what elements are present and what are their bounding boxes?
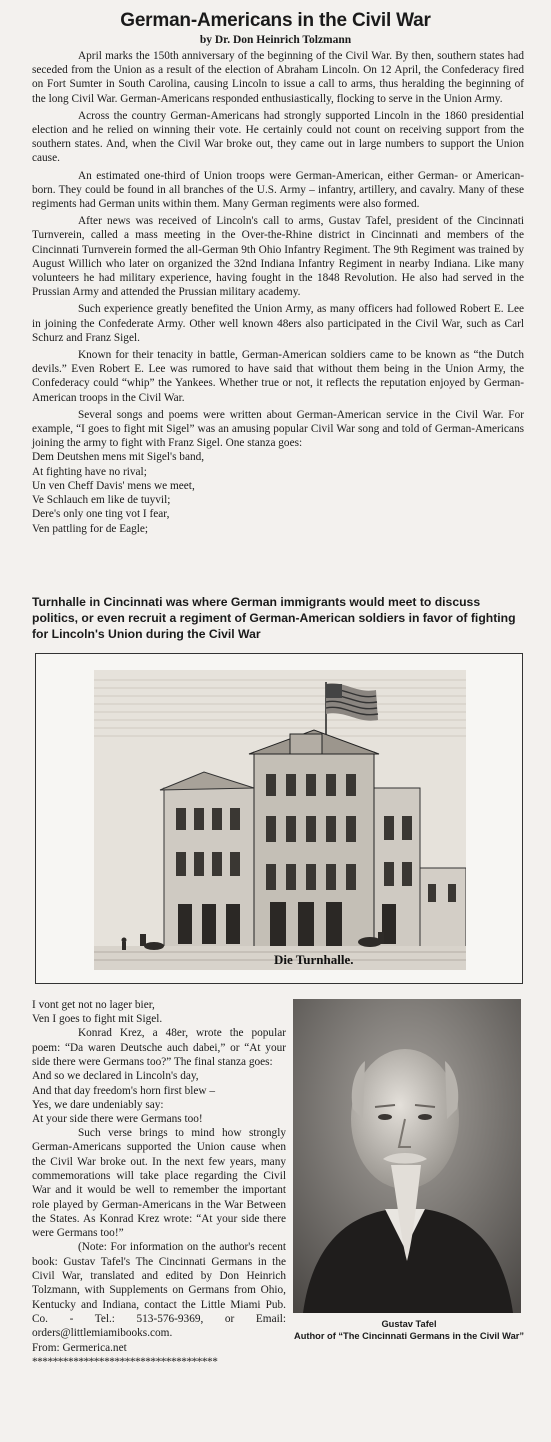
article-continuation xyxy=(32,998,286,1369)
article-body xyxy=(32,49,524,536)
author-note: (Note: For information on the author's recent book: Gustav Tafel's The Cincinnati Germans in the Civil War, translated and edited by Don Heinrich Tolzmann, with Supplements on Germans from Ohio, Kentucky and Indiana, contact the Little Miami Pub. Co. - Tel.: 513-576-9369, or Email: orders@littlemiamibooks.com. xyxy=(32,1241,286,1340)
portrait-name: Gustav Tafel xyxy=(381,1319,437,1329)
poem-line: Un ven Cheff Davis' mens we meet, xyxy=(32,479,195,492)
separator-stars: ************************************ xyxy=(32,1355,218,1368)
poem-line: And so we declared in Lincoln's day, xyxy=(32,1070,199,1083)
poem-line: At your side there were Germans too! xyxy=(32,1112,203,1125)
poem-stanza xyxy=(32,450,524,535)
poem-stanza-continued xyxy=(32,998,286,1026)
poem-line: Dere's only one ting vot I fear, xyxy=(32,508,170,521)
article-byline: by Dr. Don Heinrich Tolzmann xyxy=(199,34,352,46)
poem-line: Dem Deutshen mens mit Sigel's band, xyxy=(32,451,205,464)
poem-line: Yes, we dare undeniably say: xyxy=(32,1098,164,1111)
paragraph: Across the country German-Americans had strongly supported Lincoln in the 1860 presidential election and he relied on winning their vote. He certainly could not count on receiving support from the southern states. And, when the Civil War broke out, they came out in large numbers to support the Union cause. xyxy=(32,109,524,165)
turnhalle-figure xyxy=(35,653,523,984)
poem-line: Ven I goes to fight mit Sigel. xyxy=(32,1013,163,1026)
article-title: German-Americans in the Civil War xyxy=(120,10,431,31)
gustav-tafel-portrait-image xyxy=(293,999,521,1313)
portrait-caption xyxy=(285,1318,533,1342)
paragraph: Konrad Krez, a 48er, wrote the popular poem: “Da waren Deutsche auch dabei,” or “At your side there were Germans too?” The final stanza goes: xyxy=(32,1027,286,1068)
poem-line: I vont get not no lager bier, xyxy=(32,999,155,1011)
poem-line: Ve Schlauch em like de tuyvil; xyxy=(32,494,171,507)
poem-line: Ven pattling for de Eagle; xyxy=(32,522,149,535)
paragraph: Such experience greatly benefited the Union Army, as many officers had followed Robert E. Lee in joining the Confederate Army. Other well known 48ers also participated in the Civil War, such as Carl Schurz and Franz Sigel. xyxy=(32,303,524,344)
source-line: From: Germerica.net xyxy=(32,1341,127,1354)
poem-stanza xyxy=(32,1069,286,1126)
paragraph: Several songs and poems were written about German-American service in the Civil War. For example, “I goes to fight mit Sigel” was an amusing popular Civil War song and told of German-Americans joining the army to fight with Franz Sigel. One stanza goes: xyxy=(32,408,524,450)
engraving-label: Die Turnhalle. xyxy=(274,952,354,967)
figure-caption: Turnhalle in Cincinnati was where German immigrants would meet to discuss politics, or even recruit a regiment of German-American soldiers in favor of fighting for Lincoln's Union during the Civil War xyxy=(32,595,516,641)
paragraph: Such verse brings to mind how strongly German-Americans supported the Union cause when the Civil War broke out. In the next few years, many commemorations will take place regarding the Civil War and it would be well to remember the important role played by German-Americans in the War Between the States. As Konrad Krez wrote: “At your side there were Germans too!” xyxy=(32,1127,286,1240)
poem-line: At fighting have no rival; xyxy=(32,465,147,478)
portrait-subtitle: Author of “The Cincinnati Germans in the Civil War” xyxy=(293,1331,525,1341)
portrait-photo xyxy=(293,999,521,1313)
poem-line: And that day freedom's horn first blew – xyxy=(32,1084,216,1097)
paragraph: An estimated one-third of Union troops were German-American, either German- or American-born. They could be found in all branches of the U.S. Army – infantry, artillery, and cavalry. Many of these regiments had German units within them. Many German regiments were also formed. xyxy=(32,169,524,211)
paragraph: Known for their tenacity in battle, German-American soldiers came to be known as “the Dutch devils.” Even Robert E. Lee was rumored to have said that without them being in the Union Army, the Confederacy could “whip” the Yankees. Whether true or not, it reflects the reputation enjoyed by German-American troops in the Civil War. xyxy=(32,349,524,404)
turnhalle-engraving-image xyxy=(94,670,466,970)
paragraph: April marks the 150th anniversary of the beginning of the Civil War. By then, southern states had seceded from the Union as a result of the election of Abraham Lincoln. On 12 April, the Confederacy fired on Fort Sumter in South Carolina, causing Lincoln to issue a call to arms, thus heralding the beginning of the long Civil War. German-Americans responded enthusiastically, flocking to serve in the Union Army. xyxy=(32,50,524,105)
paragraph: After news was received of Lincoln's call to arms, Gustav Tafel, president of the Cincinnati Turnverein, called a mass meeting in the Over-the-Rhine district in Cincinnati and members of the Cincinnati Turnverein formed the all-German 9th Ohio Infantry Regiment. The 9th Regiment was trained by August Willich who later on organized the 32nd Indiana Infantry Regiment in nearby Indiana. Like many volunteers he had military experience, having fought in the 1848 Revolution. He also had served in the Prussian Army and attended the Prussian military academy. xyxy=(32,215,524,299)
